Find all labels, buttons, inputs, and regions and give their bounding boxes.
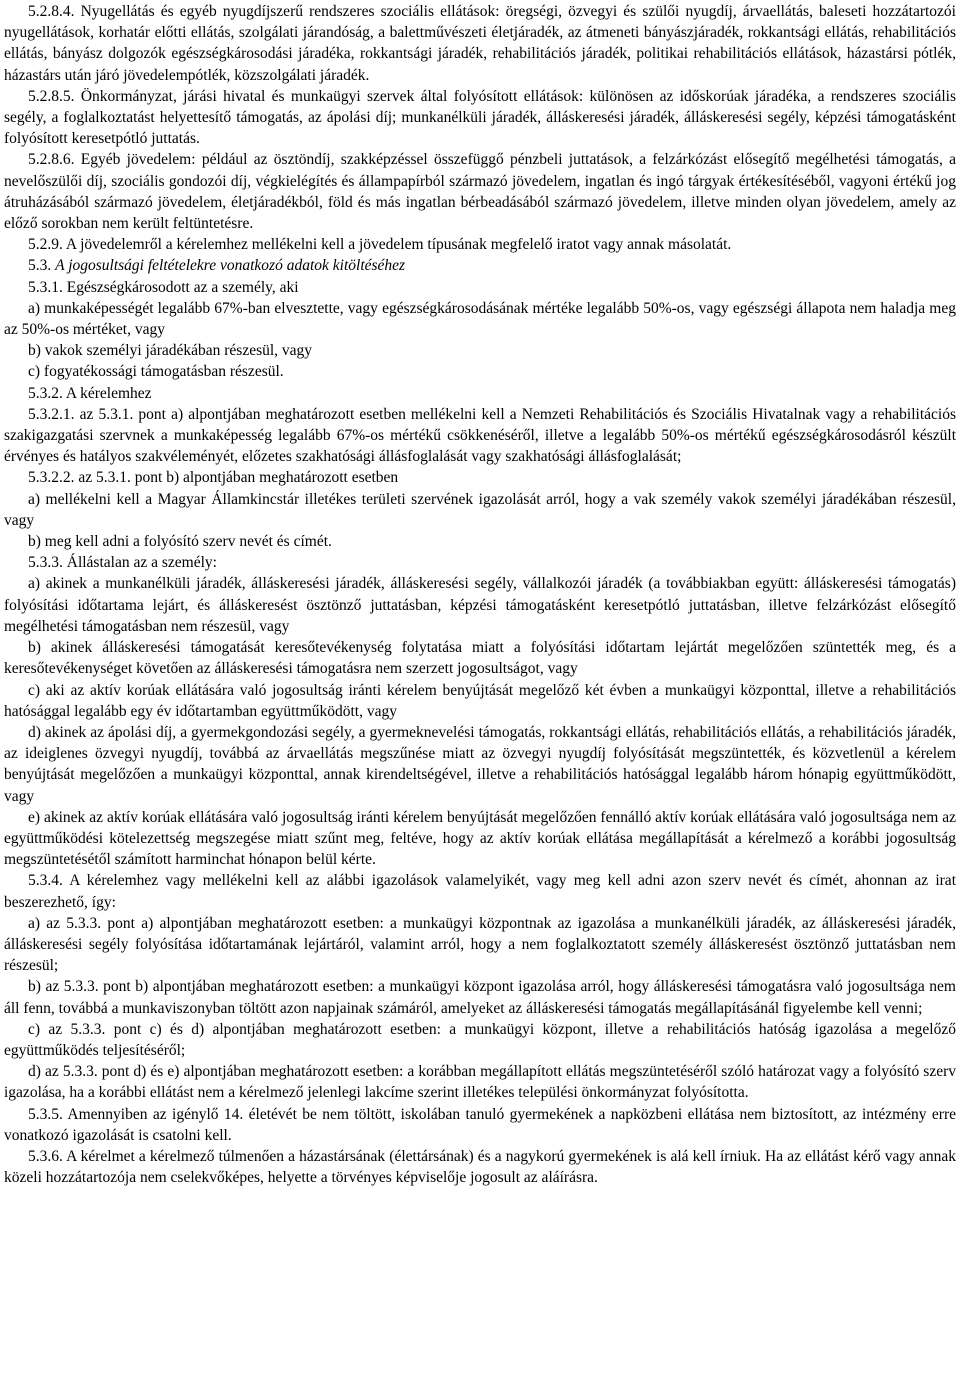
paragraph: 5.2.8.4. Nyugellátás és egyéb nyugdíjszerű rendszeres szociális ellátások: öregségi, özvegyi és szülői nyugdíj, árvaellátás, baleseti hozzátartozói nyugellátások, korhatár előtti ellátás, szolgálati járandóság, a balettművészeti életjáradék, az átmeneti bányászjáradék, rokkantsági ellátás, rehabilitációs ellátás, bányász dolgozók egészségkárosodási járadéka, rokkantsági járadék, rehabilitációs járadék, politikai rehabilitációs ellátások, házastársi pótlék, házastárs után járó jövedelempótlék, közszolgálati járadék. bbox=[4, 3, 956, 84]
paragraph: e) akinek az aktív korúak ellátására való jogosultság iránti kérelem benyújtását megelőzően fennálló aktív korúak ellátására való jogosultsága nem az együttműködési kötelezettség megszegése miatt szűnt meg, feltéve, hogy az aktív korúak ellátása megállapítását a kérelmező a korábbi jogosultság megszüntetésétől számított harminchat hónapon belül kérte. bbox=[4, 808, 956, 869]
paragraph: c) aki az aktív korúak ellátására való jogosultság iránti kérelem benyújtását megelőző két évben a munkaügyi központtal, illetve a rehabilitációs hatósággal legalább egy év időtartamban együttműködött, vagy bbox=[4, 681, 956, 720]
paragraph: b) akinek álláskeresési támogatását keresőtevékenység folytatása miatt a folyósítási időtartam lejártát megelőzően szüntették meg, és a keresőtevékenységet követően az álláskeresési támogatásra nem szerzett jogosultságot, vagy bbox=[4, 639, 956, 678]
section-heading: A jogosultsági feltételekre vonatkozó adatok kitöltéséhez bbox=[55, 257, 406, 275]
paragraph: a) az 5.3.3. pont a) alpontjában meghatározott esetben: a munkaügyi központnak az igazolása a munkanélküli járadék, az álláskeresési járadék, álláskeresési segély folyósítása időtartamának lejártáról, valamint arról, hogy a nem foglalkoztatott személy álláskeresést ösztönző juttatásban nem részesül; bbox=[4, 914, 956, 975]
paragraph: d) az 5.3.3. pont d) és e) alpontjában meghatározott esetben: a korábban megállapított ellátás megszüntetéséről szóló határozat vagy a folyósító szerv igazolása, ha a korábbi ellátást nem a kérelmező jelenlegi lakcíme szerint illetékes települési önkormányzat folyósította. bbox=[4, 1063, 956, 1102]
paragraph: 5.2.8.5. Önkormányzat, járási hivatal és munkaügyi szervek által folyósított ellátások: különösen az időskorúak járadéka, a rendszeres szociális segély, a foglalkoztatást helyettesítő támogatás, az ápolási díj; munkanélküli járadék, álláskeresési járadék, álláskeresési segély, képzési támogatásként folyósított keresetpótló juttatás. bbox=[4, 87, 956, 148]
paragraph: d) akinek az ápolási díj, a gyermekgondozási segély, a gyermeknevelési támogatás, rokkantsági ellátás, rehabilitációs ellátás, a rehabilitációs járadék, az ideiglenes özvegyi nyugdíj, továbbá az árvaellátás megszűnése miatt az özvegyi nyugdíj folyósítását megszüntették, és közvetlenül a kérelem benyújtását megelőzően a munkaügyi központtal, annak kirendeltségével, illetve a rehabilitációs hatósággal legalább három hónapig együttműködött, vagy bbox=[4, 723, 956, 805]
paragraph bbox=[4, 255, 956, 276]
paragraph: 5.3.6. A kérelmet a kérelmező túlmenően a házastársának (élettársának) és a nagykorú gyermekének is alá kell írniuk. Ha az ellátást kérő vagy annak közeli hozzátartozója nem cselekvőképes, helyette a törvényes képviselője jogosult az aláírásra. bbox=[4, 1147, 956, 1187]
paragraph: a) munkaképességét legalább 67%-ban elvesztette, vagy egészségkárosodásának mértéke legalább 50%-os, vagy egészségi állapota nem haladja meg az 50%-os mértéket, vagy bbox=[4, 299, 956, 339]
paragraph: c) fogyatékossági támogatásban részesül. bbox=[28, 363, 284, 381]
paragraph: 5.2.8.6. Egyéb jövedelem: például az ösztöndíj, szakképzéssel összefüggő pénzbeli juttatások, a felzárkózást elősegítő megélhetési támogatás, a nevelőszülői díj, szociális gondozói díj, végkielégítés és állampapírból származó jövedelem, ingatlan és ingó tárgyak értékesítéséből, vagyoni értékű jog átruházásából származó jövedelem, életjáradékból, föld és más ingatlan bérbeadásából származó jövedelem, illetve minden olyan jövedelem, amely az előző sorokban nem került feltüntetésre. bbox=[4, 151, 956, 233]
paragraph: c) az 5.3.3. pont c) és d) alpontjában meghatározott esetben: a munkaügyi központ, illetve a rehabilitációs hatóság igazolása a megelőző együttműködés teljesítéséről; bbox=[4, 1020, 956, 1059]
paragraph: 5.3.1. Egészségkárosodott az a személy, aki bbox=[28, 278, 299, 296]
paragraph: b) az 5.3.3. pont b) alpontjában meghatározott esetben: a munkaügyi központ igazolása arról, hogy álláskeresési támogatásra való jogosultsága nem áll fenn, továbbá a munkaviszonyban töltött azon napjainak számáról, amelyeket az álláskeresési támogatás megállapításánál figyelembe kell venni; bbox=[4, 978, 956, 1017]
paragraph: b) vakok személyi járadékában részesül, vagy bbox=[28, 342, 313, 360]
paragraph: 5.3.2.1. az 5.3.1. pont a) alpontjában meghatározott esetben mellékelni kell a Nemzeti Rehabilitációs és Szociális Hivatalnak vagy a rehabilitációs szakigazgatási szervnek a munkaképesség legalább 67%-os mértékű csökkenéséről, illetve a legalább 50%-os mértékű egészségkárosodásról készült érvényes és hatályos szakvéleményét, előzetes szakhatósági állásfoglalását vagy szakhatósági állásfoglalását; bbox=[4, 405, 956, 466]
paragraph: 5.3.2.2. az 5.3.1. pont b) alpontjában meghatározott esetben bbox=[28, 469, 399, 487]
paragraph: 5.2.9. A jövedelemről a kérelemhez mellékelni kell a jövedelem típusának megfelelő iratot vagy annak másolatát. bbox=[28, 236, 732, 254]
paragraph: a) akinek a munkanélküli járadék, álláskeresési járadék, álláskeresési segély, vállalkozói járadék (a továbbiakban együtt: álláskeresési támogatás) folyósítási időtartama lejárt, és álláskeresést ösztönző juttatásban, képzési támogatásként keresetpótló juttatásban, illetve felzárkózást elősegítő megélhetési támogatásban nem részesül, vagy bbox=[4, 575, 956, 635]
paragraph: a) mellékelni kell a Magyar Államkincstár illetékes területi szervének igazolását arról, hogy a vak személy vakok személyi járadékában részesül, vagy bbox=[4, 490, 956, 529]
paragraph: 5.3.5. Amennyiben az igénylő 14. életévét be nem töltött, iskolában tanuló gyermekének a napközbeni ellátása nem biztosított, az intézmény erre vonatkozó igazolását is csatolni kell. bbox=[4, 1105, 956, 1144]
paragraph: 5.3.3. Állástalan az a személy: bbox=[28, 554, 217, 572]
paragraph: 5.3.4. A kérelemhez vagy mellékelni kell az alábbi igazolások valamelyikét, vagy meg kell adni azon szerv nevét és címét, ahonnan az irat beszerezhető, így: bbox=[4, 872, 956, 911]
paragraph: 5.3.2. A kérelemhez bbox=[28, 384, 152, 402]
section-number: 5.3. bbox=[28, 257, 52, 275]
paragraph: b) meg kell adni a folyósító szerv nevét és címét. bbox=[28, 533, 332, 551]
